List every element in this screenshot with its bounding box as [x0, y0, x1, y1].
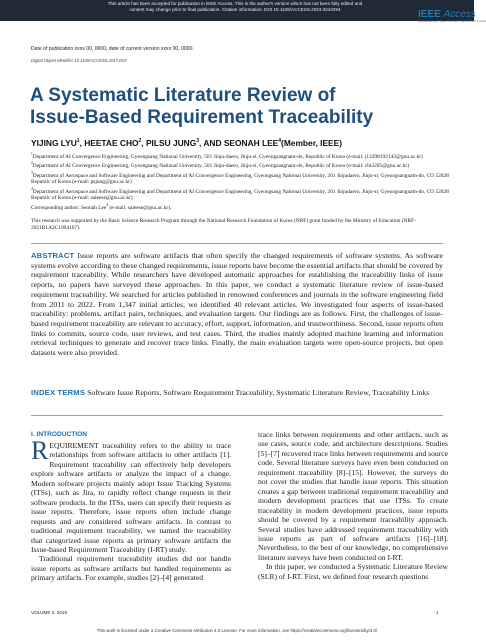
- title-line-1: A Systematic Literature Review of: [30, 85, 336, 106]
- affiliations: [31, 151, 449, 201]
- section-number: I.: [31, 431, 35, 438]
- intro-right-column: [258, 430, 448, 581]
- author-name: , AND SEONAH LEE: [199, 138, 279, 148]
- publication-notice: [80, 1, 390, 13]
- drop-cap: R: [31, 436, 49, 465]
- affiliation-sup: 1: [31, 152, 33, 156]
- title-line-2: Issue-Based Requirement Traceability: [30, 107, 374, 128]
- affiliation-text: Department of Aerospace and Software Engineering and Department of AI Convergence Engineering, Gyeongsang National University, 201 Jinjudaero, Jinju-si, Gyeongsangnam-do, CO 52828 Republic of Korea (e-mail: psjung@gnu.ac.kr): [31, 172, 449, 186]
- affiliation-item: [31, 186, 449, 202]
- author-member-status: (Member, IEEE): [281, 138, 343, 148]
- corresponding-prefix: Corresponding author: Seonah Lee: [31, 204, 107, 211]
- affiliation-text: Department of AI Convergence Engineering, Gyeongsang National University, 501 Jinju-daero, Jinju-si, Gyeongsangnam-do, Republic of Korea (e-mail: cht3205@gnu.ac.kr): [32, 163, 410, 170]
- index-terms-text: Software Issue Reports, Software Requirement Traceability, Systematic Literature Review, Traceability Links: [87, 388, 430, 397]
- divider: [31, 243, 443, 244]
- license-notice: This work is licensed under a Creative Commons Attribution 4.0 License. For more information, see https://creativecommons.org/licenses/by/4.0/: [96, 628, 378, 633]
- paper-title: [30, 85, 450, 129]
- doi-line: Digital Object Identifier 10.1109/ACCESS.2017.DOI: [31, 58, 127, 63]
- intro-left-column: [31, 436, 231, 583]
- author-sup: 4: [278, 138, 282, 145]
- paragraph: Traditional requirement traceability studies did not handle issue reports as software artifacts but handled requirements as primary artifacts. For example, studies [2]–[4] generated: [31, 554, 231, 583]
- paragraph: trace links between requirements and other artifacts, such as use cases, source code, and architecture descriptions. Studies [5]–[7] recovered trace links between requirements and source code. Several literature surveys have even been conducted on requirement traceability [8]–[15]. However, the surveys do not cover the studies that handle issue reports. This situation creates a gap between traditional requirement traceability and modern development practices that use ITSs. To create traceability in modern development practices, issue reports should be covered by a requirement traceability approach. Several studies have addressed requirement traceability with issue reports as part of software artifacts [16]–[18]. Nevertheless, to the best of our knowledge, no comprehensive literature surveys have been conducted on I-RT.: [258, 430, 448, 562]
- funding-statement: This research was supported by the Basic Science Research Program through the National Research Foundation of Korea (NRF) grant funded by the Ministry of Education (NRF-2021R1A2C1094167).: [31, 218, 416, 231]
- logo-access: Access: [443, 9, 476, 20]
- volume-label: VOLUME 4, 2016: [31, 610, 68, 615]
- affiliation-text: Department of AI Convergence Engineering, Gyeongsang National University, 501 Jinju-daero, Jinju-si, Gyeongsangnam-do, Republic of Korea (e-mail: j13298192142@gnu.ac.kr): [32, 153, 423, 160]
- abstract: [31, 251, 443, 358]
- author-name: YIJING LYU: [31, 138, 77, 148]
- logo-ieee: IEEE: [418, 9, 441, 20]
- corresponding-suffix: (e-mail: saleese@gnu.ac.kr).: [108, 204, 172, 211]
- corresponding-author: [31, 203, 449, 211]
- corresponding-sup: 4: [106, 203, 109, 207]
- author-list: [31, 138, 451, 148]
- author-sup: 1: [76, 138, 80, 145]
- author-name: , HEETAE CHO: [79, 138, 139, 148]
- paragraph-text: traceability refers to the ability to trace relationships from software artifacts to other artifacts [1]. Requirement traceability can effectively help developers explore software artifacts or analyze the impact of a change. Modern software projects mainly adopt Issue Tracking Systems (ITSs), such as Jira, to rapidly reflect change requests in their software products. In the ITSs, users can specify their requests as issue reports. Therefore, issue reports often include change requests and are considered software artifacts. In contrast to traditional requirement traceability, we named the traceability that categorized issue reports as primary software artifacts the Issue-based Requirement Traceability (I-RT) study.: [31, 441, 231, 554]
- affiliation-sup: 3: [31, 170, 33, 175]
- affiliation-item: [31, 151, 449, 160]
- ieee-access-logo: [418, 9, 486, 29]
- index-terms: [31, 388, 443, 398]
- divider: [31, 415, 443, 416]
- notice-line-2: content may change prior to final publication. Citation information: DOI 10.1109/ACCESS.2023.3242294: [129, 7, 341, 13]
- first-word: EQUIREMENT: [49, 441, 99, 450]
- logo-tagline: Multidisciplinary | Rapid Review | Open Access Journal: [418, 19, 486, 23]
- page-number: 1: [436, 610, 439, 615]
- paragraph: [31, 436, 231, 554]
- author-sup: 3: [196, 138, 199, 145]
- affiliation-text: Department of Aerospace and Software Engineering and Department of AI Convergence Engineering, Gyeongsang National University, 201 Jinjudaero, Jinju-si, Gyeongsangnam-do, CO 52828 Republic of Korea (e-mail: saleese@gnu.ac.kr): [31, 188, 449, 201]
- abstract-text: Issue reports are software artifacts that often specify the changed requirements of software systems. As software systems evolve according to these changed requirements, issue reports have become the essential artifacts that should be covered by requirement traceability. While researchers have developed automatic approaches for establishing the traceability links of issue reports, no papers have surveyed these approaches. In this paper, we conduct a systematic literature review of issue-based requirement traceability. We searched for articles published in renowned conferences and journals in the software engineering field from 2011 to 2022. From 1,347 initial articles, we identified 40 relevant articles. We investigated four aspects of issue-based traceability: problems, artifact pairs, techniques, and evaluation targets. Our findings are as follows. First, the challenges of issue-based requirement traceability are relevant to accuracy, effort, support, information, and trustworthiness. Second, issue reports often links to commits, source code, user reviews, and test cases. Third, the studies mainly adopted machine learning and information retrieval techniques to generate and recover trace links. Finally, the main evaluation targets were open-source projects, but open datasets were also provided.: [31, 251, 444, 358]
- abstract-label: ABSTRACT: [31, 251, 75, 260]
- affiliation-item: [31, 170, 449, 186]
- notice-line-1: This article has been accepted for publication in IEEE Access. This is the author's version which has not been fully edited and: [107, 1, 363, 6]
- index-terms-label: INDEX TERMS: [31, 388, 86, 397]
- author-name: , PILSU JUNG: [141, 138, 197, 148]
- affiliation-sup: 4: [31, 186, 33, 191]
- affiliation-item: [31, 160, 449, 169]
- publication-dates: Date of publication xxxx 00, 0000, date of current version xxxx 00, 0000.: [31, 46, 194, 52]
- author-sup: 2: [138, 138, 142, 145]
- section-title: INTRODUCTION: [36, 431, 88, 438]
- paragraph: In this paper, we conducted a Systematic Literature Review (SLR) of I-RT. First, we defined four research questions: [258, 562, 448, 581]
- affiliation-sup: 2: [31, 161, 33, 166]
